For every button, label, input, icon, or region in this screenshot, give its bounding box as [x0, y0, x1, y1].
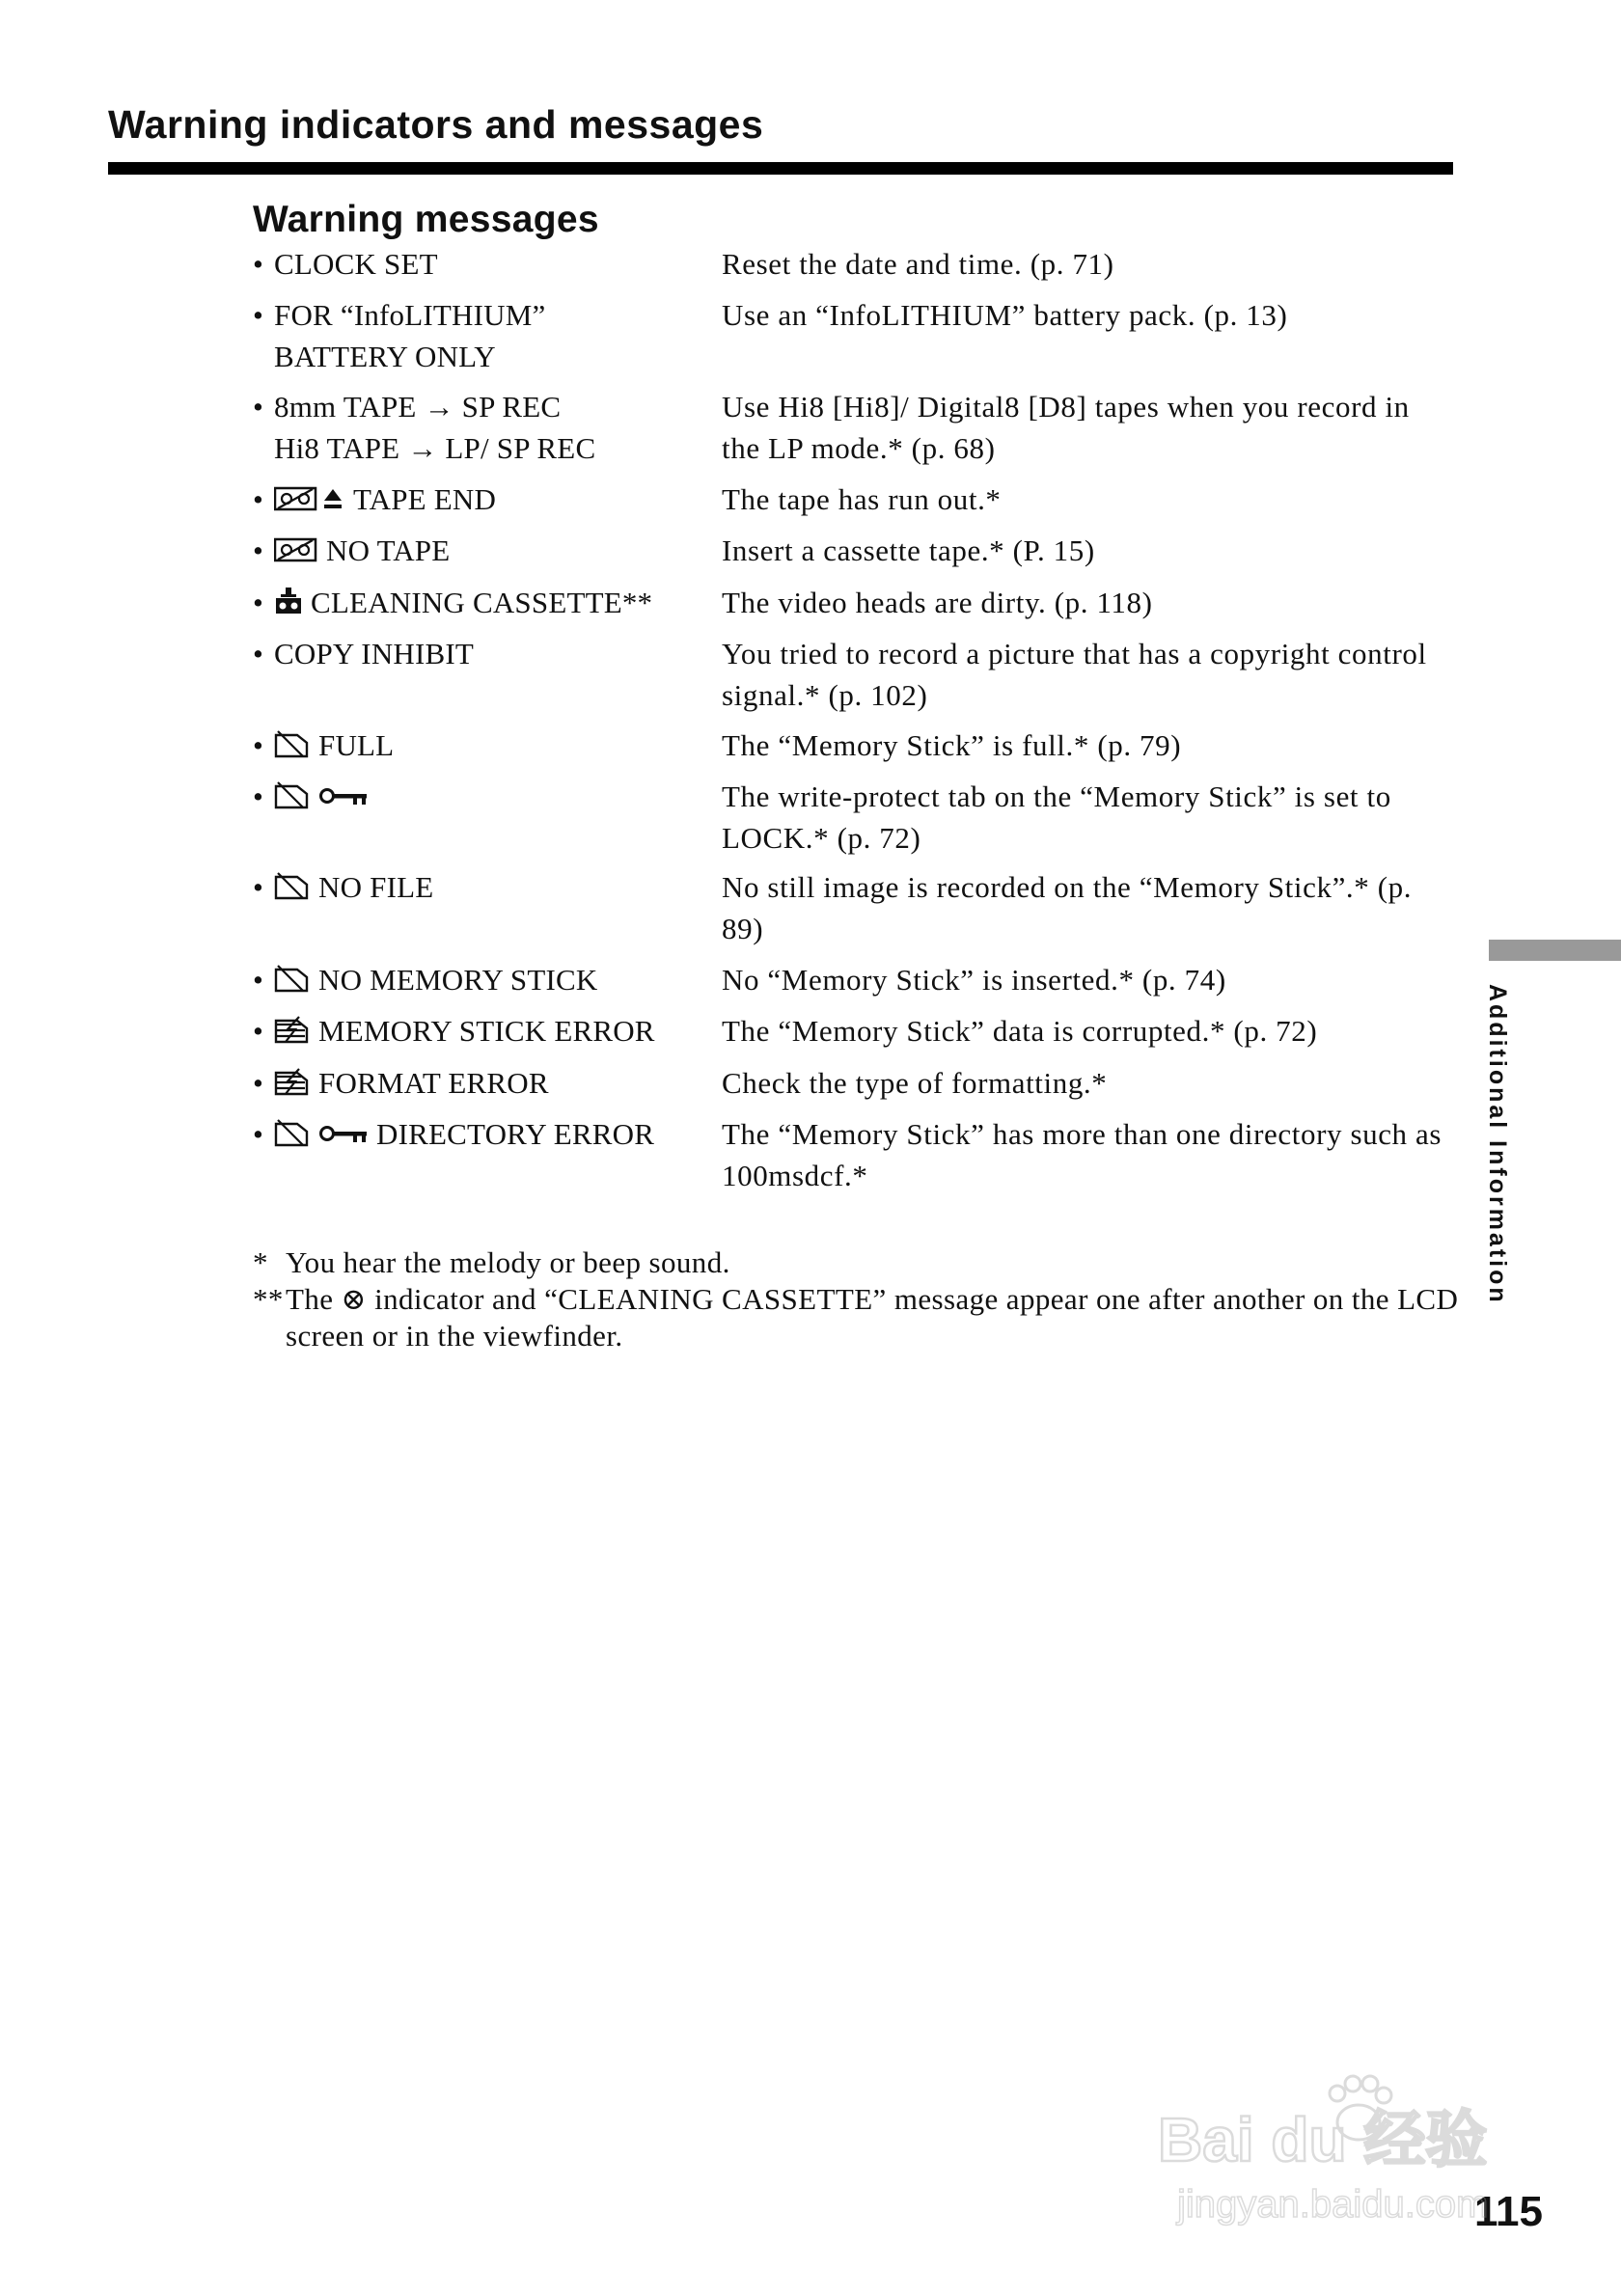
section-title: Warning messages: [253, 199, 599, 240]
bullet: •: [253, 298, 264, 332]
footnote: [253, 1281, 1459, 1354]
memory-stick-error-icon: [274, 1015, 311, 1044]
lock-key-icon: [318, 784, 369, 809]
message-text-line2: Hi8 TAPE → LP/ SP REC: [274, 431, 596, 465]
bullet: •: [253, 637, 264, 670]
bullet: •: [253, 870, 264, 904]
message-description: The “Memory Stick” data is corrupted.* (p. 72): [722, 1014, 1318, 1048]
message-text: NO TAPE: [326, 533, 451, 567]
message-label: [253, 866, 706, 908]
message-description: Use an “InfoLITHIUM” battery pack. (p. 13): [722, 298, 1288, 332]
section-side-label: Additional Information: [1484, 984, 1511, 1305]
message-label: [253, 1010, 706, 1052]
bullet: •: [253, 586, 264, 619]
message-text: MEMORY STICK ERROR: [318, 1014, 655, 1048]
message-text: FULL: [318, 728, 395, 762]
message-description: Use Hi8 [Hi8]/ Digital8 [D8] tapes when you record in the LP mode.* (p. 68): [722, 390, 1410, 465]
page-number: 115: [1474, 2188, 1543, 2235]
bullet: •: [253, 247, 264, 281]
message-description: Check the type of formatting.*: [722, 1066, 1108, 1100]
memory-stick-icon: [274, 780, 311, 809]
cleaning-cassette-icon: [274, 587, 303, 615]
message-description: The video heads are dirty. (p. 118): [722, 586, 1153, 619]
cassette-icon: [274, 536, 318, 563]
message-text: NO MEMORY STICK: [318, 963, 598, 997]
message-description: No “Memory Stick” is inserted.* (p. 74): [722, 963, 1226, 997]
message-text-line2: BATTERY ONLY: [274, 340, 496, 373]
message-text: COPY INHIBIT: [274, 637, 475, 670]
message-text: 8mm TAPE → SP REC: [274, 390, 562, 424]
footnote-mark: **: [253, 1282, 284, 1316]
footnotes: [253, 1244, 1459, 1354]
bullet: •: [253, 390, 264, 424]
message-label: [253, 243, 706, 285]
message-label: [253, 959, 706, 1000]
memory-stick-error-icon: [274, 1067, 311, 1096]
footnote-mark: *: [253, 1245, 268, 1279]
bullet: •: [253, 1014, 264, 1048]
message-description: The tape has run out.*: [722, 482, 1002, 516]
bullet: •: [253, 1117, 264, 1151]
bullet: •: [253, 482, 264, 516]
message-label: [253, 386, 706, 469]
message-label: [253, 478, 706, 520]
watermark-url: jingyan.baidu.com: [1177, 2183, 1489, 2226]
page-title: Warning indicators and messages: [108, 102, 764, 147]
bullet: •: [253, 533, 264, 567]
message-description: The “Memory Stick” has more than one directory such as 100msdcf.*: [722, 1117, 1442, 1192]
footnote-text: You hear the melody or beep sound.: [286, 1245, 730, 1279]
message-description: No still image is recorded on the “Memory Stick”.* (p. 89): [722, 870, 1413, 945]
message-text: NO FILE: [318, 870, 434, 904]
message-description: The write-protect tab on the “Memory Stick” is set to LOCK.* (p. 72): [722, 779, 1391, 855]
message-label: [253, 724, 706, 766]
message-text: FORMAT ERROR: [318, 1066, 549, 1100]
footnote: [253, 1244, 1459, 1281]
message-description: The “Memory Stick” is full.* (p. 79): [722, 728, 1182, 762]
message-description: Reset the date and time. (p. 71): [722, 247, 1114, 281]
lock-key-icon: [318, 1122, 369, 1147]
message-label: [253, 294, 706, 377]
message-label: [253, 1062, 706, 1104]
message-text: FOR “InfoLITHIUM”: [274, 298, 546, 332]
message-description: You tried to record a picture that has a copyright control signal.* (p. 102): [722, 637, 1427, 712]
memory-stick-icon: [274, 1118, 311, 1147]
section-tab-marker: [1489, 940, 1621, 961]
message-label: [253, 1113, 706, 1155]
message-text: DIRECTORY ERROR: [376, 1117, 655, 1151]
watermark-brand: Bai du 经验: [1158, 2105, 1488, 2174]
message-text: TAPE END: [353, 482, 497, 516]
bullet: •: [253, 1066, 264, 1100]
message-label: [253, 633, 706, 674]
bullet: •: [253, 963, 264, 997]
message-label: [253, 530, 706, 571]
message-description: Insert a cassette tape.* (P. 15): [722, 533, 1095, 567]
baidu-watermark-icon: [1148, 2055, 1563, 2228]
bullet: •: [253, 779, 264, 813]
cassette-eject-icon: [274, 485, 345, 512]
message-label: [253, 776, 706, 817]
bullet: •: [253, 728, 264, 762]
message-text: CLOCK SET: [274, 247, 438, 281]
message-label: [253, 582, 706, 623]
memory-stick-icon: [274, 871, 311, 900]
memory-stick-icon: [274, 964, 311, 993]
message-text: CLEANING CASSETTE**: [311, 586, 653, 619]
footnote-text: The ⊗ indicator and “CLEANING CASSETTE” message appear one after another on the LCD screen or in the viewfinder.: [286, 1282, 1459, 1353]
memory-stick-icon: [274, 729, 311, 758]
